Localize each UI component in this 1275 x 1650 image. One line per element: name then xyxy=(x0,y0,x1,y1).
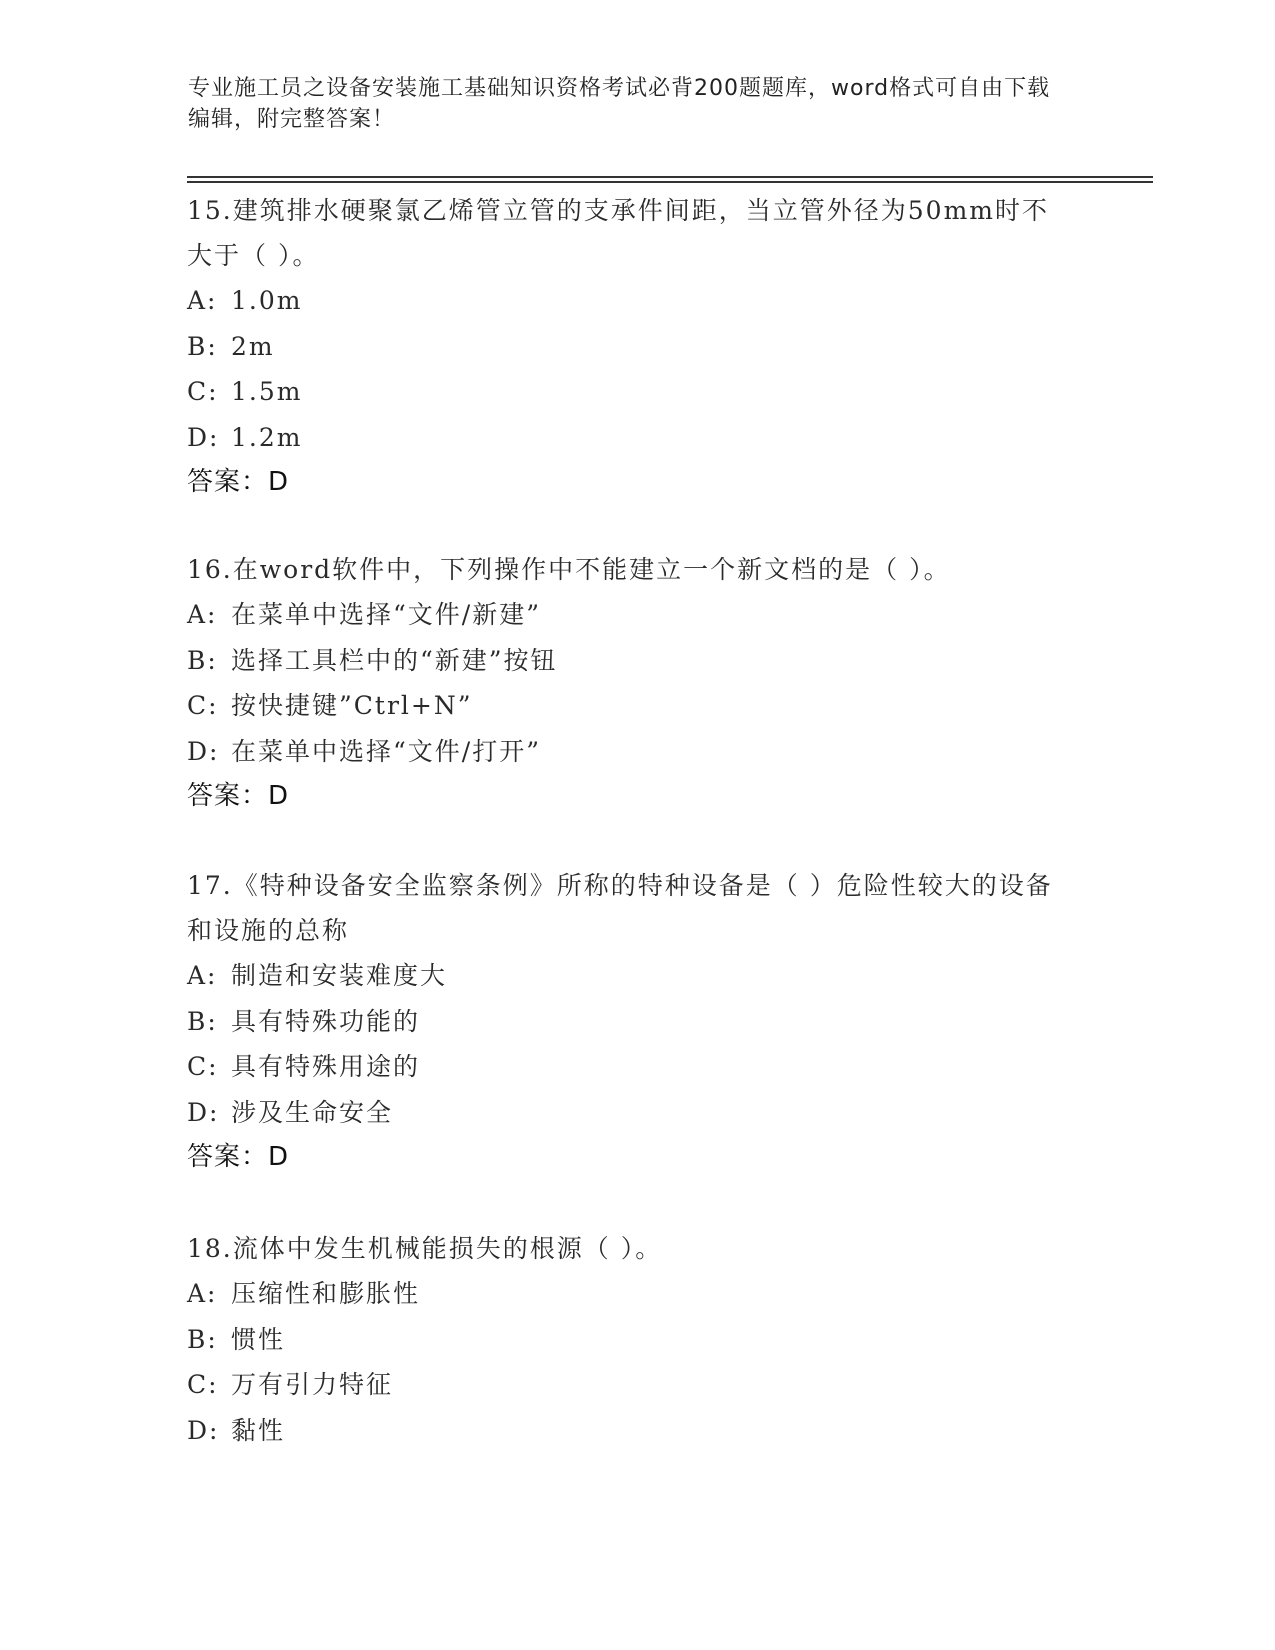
option-c xyxy=(187,1044,1067,1090)
option-b xyxy=(187,999,1067,1045)
option-key: D: xyxy=(187,736,220,766)
option-a xyxy=(187,592,1067,638)
option-text: 万有引力特征 xyxy=(231,1370,394,1399)
option-text: 选择工具栏中的“新建”按钮 xyxy=(231,645,558,675)
option-text: 惯性 xyxy=(231,1324,286,1354)
option-key: A: xyxy=(187,600,218,629)
option-key: D: xyxy=(187,1097,220,1127)
option-text: 2m xyxy=(231,331,275,361)
option-key: C: xyxy=(187,1370,219,1399)
option-b xyxy=(187,638,1067,684)
option-key: B: xyxy=(187,331,218,361)
option-a xyxy=(187,278,1067,324)
option-d xyxy=(187,415,1067,461)
question-stem: 17.《特种设备安全监察条例》所称的特种设备是（ ）危险性较大的设备和设施的总称 xyxy=(187,871,1053,945)
option-d xyxy=(187,1090,1067,1136)
option-key: C: xyxy=(187,691,219,720)
option-key: A: xyxy=(187,1279,218,1308)
option-text: 1.5m xyxy=(231,377,303,406)
option-text: 1.0m xyxy=(231,286,303,315)
option-text: 制造和安装难度大 xyxy=(231,961,448,990)
option-key: C: xyxy=(187,377,219,406)
option-key: A: xyxy=(187,961,218,990)
option-key: B: xyxy=(187,645,218,675)
question-17 xyxy=(187,863,1067,1179)
option-text: 涉及生命安全 xyxy=(231,1097,394,1127)
option-d xyxy=(187,729,1067,775)
option-key: D: xyxy=(187,1415,220,1445)
answer-label: 答案：D xyxy=(187,781,290,811)
option-d xyxy=(187,1408,1067,1454)
option-text: 在菜单中选择“文件/打开” xyxy=(231,736,541,766)
answer-label: 答案：D xyxy=(187,467,290,497)
option-text: 在菜单中选择“文件/新建” xyxy=(231,600,541,629)
question-stem: 15.建筑排水硬聚氯乙烯管立管的支承件间距，当立管外径为50mm时不大于（ ）。 xyxy=(187,196,1049,270)
option-key: B: xyxy=(187,1006,218,1036)
question-16 xyxy=(187,547,1067,818)
option-c xyxy=(187,1362,1067,1408)
header-divider-bottom xyxy=(187,181,1153,183)
question-stem: 18.流体中发生机械能损失的根源（ ）。 xyxy=(187,1234,663,1263)
option-b xyxy=(187,324,1067,370)
option-key: A: xyxy=(187,286,218,315)
option-text: 1.2m xyxy=(231,422,303,452)
option-c xyxy=(187,369,1067,415)
option-text: 压缩性和膨胀性 xyxy=(231,1279,421,1308)
option-text: 具有特殊用途的 xyxy=(231,1052,421,1081)
question-18 xyxy=(187,1226,1067,1453)
option-key: B: xyxy=(187,1324,218,1354)
question-stem: 16.在word软件中，下列操作中不能建立一个新文档的是（ ）。 xyxy=(187,555,951,584)
option-a xyxy=(187,953,1067,999)
option-text: 按快捷键”Ctrl+N” xyxy=(231,691,473,720)
option-text: 黏性 xyxy=(231,1415,286,1445)
option-text: 具有特殊功能的 xyxy=(231,1006,421,1036)
question-15 xyxy=(187,188,1067,504)
option-key: C: xyxy=(187,1052,219,1081)
option-key: D: xyxy=(187,422,220,452)
option-c xyxy=(187,683,1067,729)
header-divider-top xyxy=(187,176,1153,178)
document-header: 专业施工员之设备安装施工基础知识资格考试必背200题题库，word格式可自由下载编辑，附完整答案！ xyxy=(188,76,1051,132)
option-a xyxy=(187,1271,1067,1317)
answer-label: 答案：D xyxy=(187,1142,290,1172)
option-b xyxy=(187,1317,1067,1363)
